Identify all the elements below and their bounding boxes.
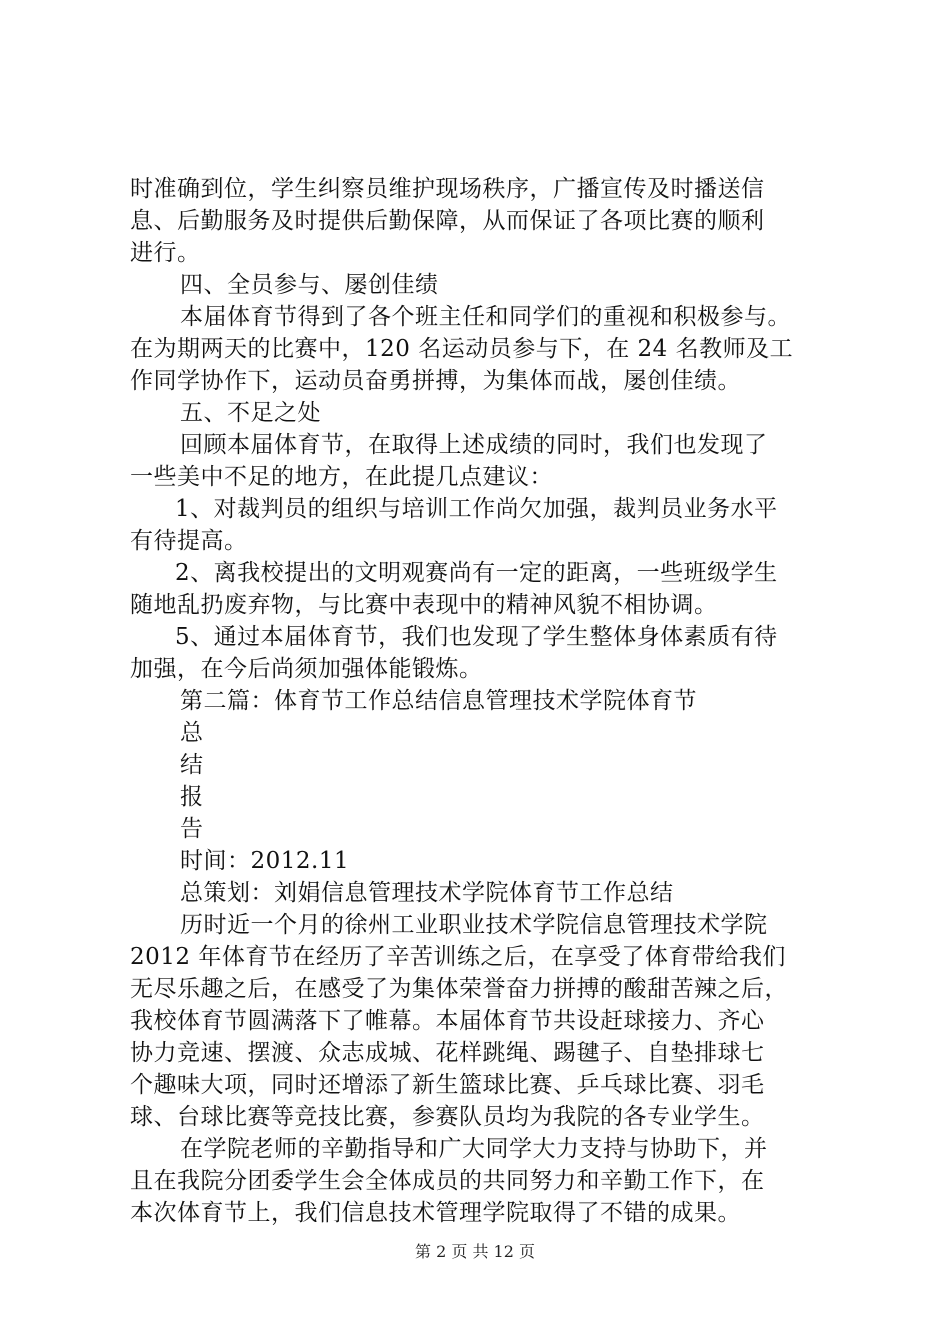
- text-line: 时准确到位，学生纠察员维护现场秩序，广播宣传及时播送信: [130, 176, 765, 202]
- section-heading: 五、不足之处: [180, 400, 321, 426]
- text-line: 一些美中不足的地方，在此提几点建议：: [130, 464, 553, 490]
- text-line: 回顾本届体育节，在取得上述成绩的同时，我们也发现了: [180, 432, 768, 458]
- text-line: 协力竞速、摆渡、众志成城、花样跳绳、踢毽子、自垫排球七: [130, 1040, 765, 1066]
- list-item: 2、离我校提出的文明观赛尚有一定的距离，一些班级学生: [175, 560, 778, 586]
- text-line: 本次体育节上，我们信息技术管理学院取得了不错的成果。: [130, 1200, 741, 1226]
- text-line: 且在我院分团委学生会全体成员的共同努力和辛勤工作下，在: [130, 1168, 765, 1194]
- list-item: 5、通过本届体育节，我们也发现了学生整体身体素质有待: [175, 624, 778, 650]
- page-footer: 第 2 页 共 12 页: [415, 1242, 535, 1261]
- text-line: 在为期两天的比赛中，120 名运动员参与下，在 24 名教师及工: [130, 336, 794, 362]
- text-line: 作同学协作下，运动员奋勇拼搏，为集体而战，屡创佳绩。: [130, 368, 741, 394]
- title-char: 结: [180, 752, 204, 778]
- text-line: 我校体育节圆满落下了帷幕。本届体育节共设赶球接力、齐心: [130, 1008, 765, 1034]
- text-line: 进行。: [130, 240, 201, 266]
- text-line: 个趣味大项，同时还增添了新生篮球比赛、乒乓球比赛、羽毛: [130, 1072, 765, 1098]
- chapter-title: 第二篇：体育节工作总结信息管理技术学院体育节: [180, 688, 697, 714]
- list-item: 1、对裁判员的组织与培训工作尚欠加强，裁判员业务水平: [175, 496, 778, 522]
- section-heading: 四、全员参与、屡创佳绩: [180, 272, 439, 298]
- title-char: 总: [180, 720, 204, 746]
- text-line: 无尽乐趣之后，在感受了为集体荣誉奋力拼搏的酸甜苦辣之后，: [130, 976, 788, 1002]
- title-char: 告: [180, 816, 204, 842]
- text-line: 本届体育节得到了各个班主任和同学们的重视和积极参与。: [180, 304, 791, 330]
- text-line: 2012 年体育节在经历了辛苦训练之后，在享受了体育带给我们: [130, 944, 786, 970]
- text-line: 球、台球比赛等竞技比赛，参赛队员均为我院的各专业学生。: [130, 1104, 765, 1130]
- title-char: 报: [180, 784, 204, 810]
- date-line: 时间：2012.11: [180, 848, 350, 874]
- text-line: 随地乱扔废弃物，与比赛中表现中的精神风貌不相协调。: [130, 592, 718, 618]
- text-line: 历时近一个月的徐州工业职业技术学院信息管理技术学院: [180, 912, 768, 938]
- text-line: 加强，在今后尚须加强体能锻炼。: [130, 656, 483, 682]
- text-line: 息、后勤服务及时提供后勤保障，从而保证了各项比赛的顺利: [130, 208, 765, 234]
- text-line: 有待提高。: [130, 528, 248, 554]
- planner-line: 总策划：刘娟信息管理技术学院体育节工作总结: [180, 880, 674, 906]
- text-line: 在学院老师的辛勤指导和广大同学大力支持与协助下，并: [180, 1136, 768, 1162]
